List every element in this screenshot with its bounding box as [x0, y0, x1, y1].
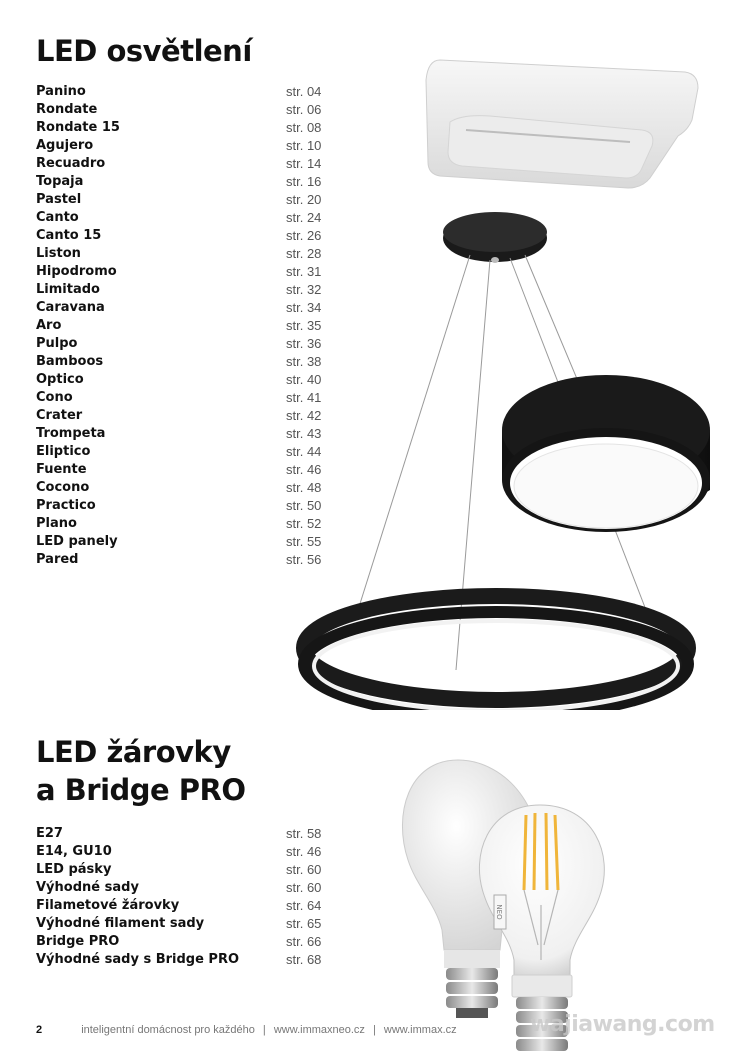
- toc-entry-page: str. 56: [286, 552, 322, 567]
- toc-entry-name: E27: [36, 826, 63, 841]
- toc-entry[interactable]: [36, 101, 326, 119]
- toc-entry-page: str. 26: [286, 228, 322, 243]
- toc-entry[interactable]: [36, 915, 326, 933]
- toc-entry-page: str. 38: [286, 354, 322, 369]
- toc-entry[interactable]: [36, 825, 326, 843]
- toc-entry-name: Panino: [36, 84, 86, 99]
- toc-entry-page: str. 65: [286, 916, 322, 931]
- toc-entry[interactable]: [36, 227, 326, 245]
- toc-entry-page: str. 66: [286, 934, 322, 949]
- toc-entry[interactable]: [36, 461, 326, 479]
- footer-tagline: inteligentní domácnost pro každého: [81, 1024, 255, 1036]
- toc-entry-name: Canto 15: [36, 228, 102, 243]
- toc-entry-name: LED pásky: [36, 862, 112, 877]
- toc-entry-name: Optico: [36, 372, 84, 387]
- toc-entry-page: str. 31: [286, 264, 322, 279]
- toc-entry-page: str. 48: [286, 480, 322, 495]
- bulb-logo: NEO: [495, 904, 503, 920]
- toc-entry[interactable]: [36, 897, 326, 915]
- toc-entry-page: str. 46: [286, 844, 322, 859]
- toc-entry-name: Eliptico: [36, 444, 91, 459]
- footer-separator: |: [262, 1024, 266, 1036]
- toc-entry-page: str. 64: [286, 898, 322, 913]
- toc-entry[interactable]: [36, 209, 326, 227]
- toc-entry[interactable]: [36, 497, 326, 515]
- toc-entry-page: str. 52: [286, 516, 322, 531]
- toc-entry-page: str. 58: [286, 826, 322, 841]
- toc-entry[interactable]: [36, 407, 326, 425]
- toc-entry-name: Pulpo: [36, 336, 78, 351]
- toc-entry[interactable]: [36, 245, 326, 263]
- toc-entry-name: Bridge PRO: [36, 934, 120, 949]
- toc-entry-name: Výhodné sady: [36, 880, 139, 895]
- ceiling-canopy: [443, 212, 547, 263]
- toc-led-lighting: [36, 83, 326, 569]
- toc-entry-name: Fuente: [36, 462, 87, 477]
- toc-entry[interactable]: [36, 335, 326, 353]
- toc-entry[interactable]: [36, 137, 326, 155]
- section-title-led-lighting: LED osvětlení: [36, 34, 252, 68]
- toc-entry-page: str. 28: [286, 246, 322, 261]
- section-title-line2: a Bridge PRO: [36, 773, 246, 807]
- toc-entry[interactable]: [36, 83, 326, 101]
- watermark: wajiawang.com: [530, 1012, 715, 1037]
- toc-entry-page: str. 46: [286, 462, 322, 477]
- toc-entry-page: str. 20: [286, 192, 322, 207]
- toc-entry-name: Bamboos: [36, 354, 104, 369]
- toc-entry[interactable]: [36, 281, 326, 299]
- toc-entry-name: Pared: [36, 552, 79, 567]
- toc-entry[interactable]: [36, 299, 326, 317]
- toc-entry[interactable]: [36, 425, 326, 443]
- toc-entry[interactable]: [36, 479, 326, 497]
- footer-link-immaxneo[interactable]: www.immaxneo.cz: [273, 1024, 365, 1036]
- toc-entry-name: Topaja: [36, 174, 84, 189]
- toc-entry-page: str. 06: [286, 102, 322, 117]
- toc-entry-page: str. 55: [286, 534, 322, 549]
- toc-entry-name: Crater: [36, 408, 83, 423]
- toc-entry-page: str. 16: [286, 174, 322, 189]
- footer-separator: |: [372, 1024, 376, 1036]
- toc-entry[interactable]: [36, 515, 326, 533]
- toc-entry-page: str. 10: [286, 138, 322, 153]
- toc-entry[interactable]: [36, 879, 326, 897]
- toc-entry[interactable]: [36, 843, 326, 861]
- toc-entry-name: Pastel: [36, 192, 82, 207]
- toc-entry-page: str. 42: [286, 408, 322, 423]
- toc-entry[interactable]: [36, 533, 326, 551]
- toc-entry[interactable]: [36, 191, 326, 209]
- lamp-illustration: [290, 50, 710, 710]
- toc-entry-name: Aro: [36, 318, 62, 333]
- toc-entry-page: str. 35: [286, 318, 322, 333]
- toc-entry-page: str. 60: [286, 880, 322, 895]
- bulb-illustration: [398, 755, 610, 1052]
- toc-entry[interactable]: [36, 317, 326, 335]
- toc-entry-page: str. 36: [286, 336, 322, 351]
- toc-entry-page: str. 24: [286, 210, 322, 225]
- toc-entry-name: Limitado: [36, 282, 100, 297]
- toc-entry-name: Cono: [36, 390, 73, 405]
- toc-entry-page: str. 41: [286, 390, 322, 405]
- toc-entry-page: str. 50: [286, 498, 322, 513]
- footer-link-immax[interactable]: www.immax.cz: [383, 1024, 457, 1036]
- section-title-line1: LED žárovky: [36, 735, 231, 769]
- toc-entry[interactable]: [36, 155, 326, 173]
- toc-entry[interactable]: [36, 263, 326, 281]
- ring-pendant-lamp: [304, 596, 688, 710]
- toc-entry-page: str. 14: [286, 156, 322, 171]
- toc-entry-name: Liston: [36, 246, 81, 261]
- toc-entry-name: Rondate 15: [36, 120, 120, 135]
- toc-entry-page: str. 68: [286, 952, 322, 967]
- toc-entry-name: Rondate: [36, 102, 98, 117]
- toc-entry-name: Cocono: [36, 480, 90, 495]
- toc-entry[interactable]: [36, 389, 326, 407]
- toc-entry-page: str. 04: [286, 84, 322, 99]
- toc-entry-name: Hipodromo: [36, 264, 117, 279]
- drum-pendant-lamp: [502, 375, 710, 532]
- toc-entry-name: Practico: [36, 498, 96, 513]
- toc-entry-name: Výhodné filament sady: [36, 916, 205, 931]
- toc-entry-name: LED panely: [36, 534, 118, 549]
- page-footer: [36, 1024, 457, 1036]
- toc-entry-name: Výhodné sady s Bridge PRO: [36, 952, 240, 967]
- toc-entry-page: str. 08: [286, 120, 322, 135]
- toc-entry[interactable]: [36, 951, 326, 969]
- toc-entry-page: str. 40: [286, 372, 322, 387]
- toc-entry[interactable]: [36, 861, 326, 879]
- square-ceiling-lamp: [426, 60, 698, 188]
- toc-entry[interactable]: [36, 551, 326, 569]
- section-title-led-bulbs: [36, 733, 246, 809]
- toc-entry-name: Recuadro: [36, 156, 106, 171]
- toc-entry[interactable]: [36, 933, 326, 951]
- toc-entry-page: str. 44: [286, 444, 322, 459]
- toc-entry-name: Caravana: [36, 300, 105, 315]
- toc-entry-name: Filametové žárovky: [36, 898, 180, 913]
- toc-entry-page: str. 34: [286, 300, 322, 315]
- page-number: 2: [36, 1024, 43, 1036]
- toc-entry[interactable]: [36, 353, 326, 371]
- toc-led-bulbs: [36, 825, 326, 969]
- toc-entry-name: Plano: [36, 516, 77, 531]
- toc-entry-page: str. 60: [286, 862, 322, 877]
- toc-entry[interactable]: [36, 173, 326, 191]
- toc-entry-name: Canto: [36, 210, 79, 225]
- toc-entry[interactable]: [36, 443, 326, 461]
- toc-entry-name: Trompeta: [36, 426, 106, 441]
- toc-entry-page: str. 43: [286, 426, 322, 441]
- toc-entry-page: str. 32: [286, 282, 322, 297]
- toc-entry-name: Agujero: [36, 138, 94, 153]
- toc-entry-name: E14, GU10: [36, 844, 112, 859]
- toc-entry[interactable]: [36, 119, 326, 137]
- toc-entry[interactable]: [36, 371, 326, 389]
